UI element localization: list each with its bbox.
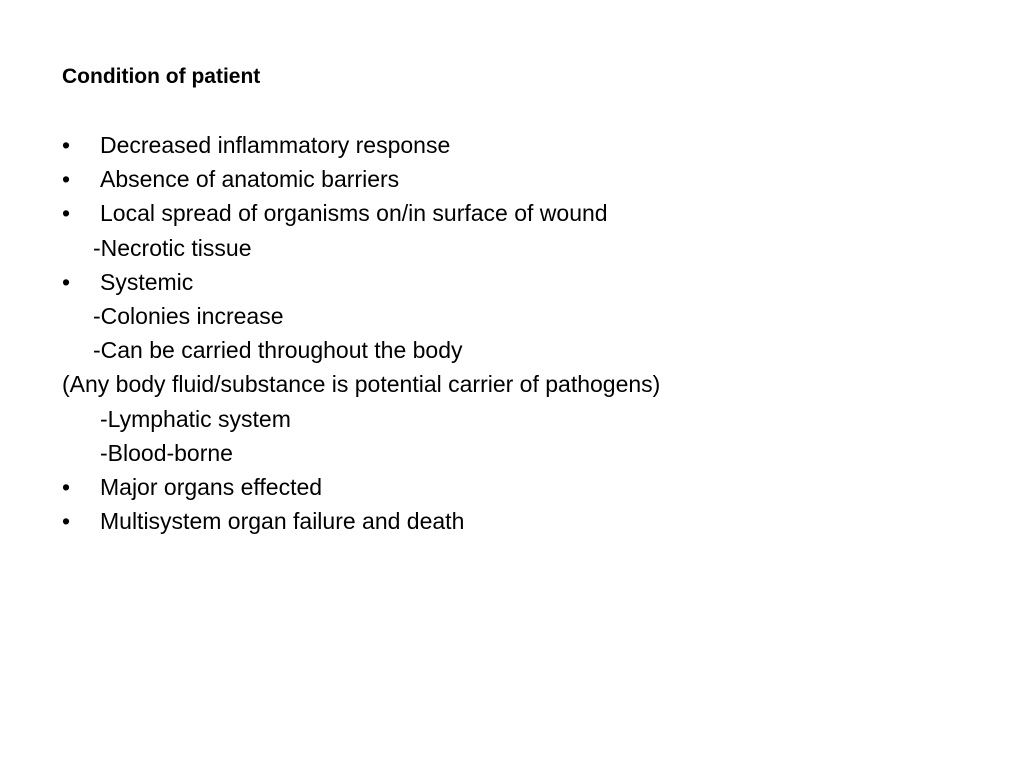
- sub-item-text: -Lymphatic system: [100, 405, 291, 432]
- sub-item: [62, 299, 962, 333]
- bullet-item: [62, 162, 962, 196]
- bullet-text: Major organs effected: [100, 473, 323, 500]
- bullet-icon: •: [62, 268, 71, 295]
- sub-item-text: -Colonies increase: [93, 302, 284, 329]
- bullet-icon: •: [62, 508, 71, 535]
- sub-item-text: -Can be carried throughout the body: [93, 337, 463, 364]
- bullet-icon: •: [62, 473, 71, 500]
- bullet-text: Systemic: [100, 268, 194, 295]
- bullet-icon: •: [62, 132, 71, 158]
- note-text: (Any body fluid/substance is potential carrier of pathogens): [62, 371, 661, 398]
- bullet-text: Local spread of organisms on/in surface of wound: [100, 200, 608, 227]
- sub-item: [62, 333, 962, 367]
- bullet-text: Absence of anatomic barriers: [100, 166, 400, 193]
- bullet-item: [62, 196, 962, 230]
- bullet-item: [62, 470, 962, 504]
- bullet-item: [62, 265, 962, 299]
- bullet-icon: •: [62, 166, 71, 193]
- bullet-icon: •: [62, 200, 71, 227]
- bullet-text: Decreased inflammatory response: [100, 132, 451, 158]
- bullet-item: [62, 504, 962, 538]
- sub-item-text: -Necrotic tissue: [93, 234, 252, 261]
- slide-title: Condition of patient: [62, 65, 261, 88]
- sub-item: [62, 436, 962, 470]
- bullet-item: [62, 128, 962, 162]
- slide-content: [62, 128, 962, 538]
- sub-item: [62, 231, 962, 265]
- bullet-text: Multisystem organ failure and death: [100, 508, 465, 535]
- note-line: [62, 367, 962, 401]
- sub-item-text: -Blood-borne: [100, 439, 233, 466]
- sub-item: [62, 402, 962, 436]
